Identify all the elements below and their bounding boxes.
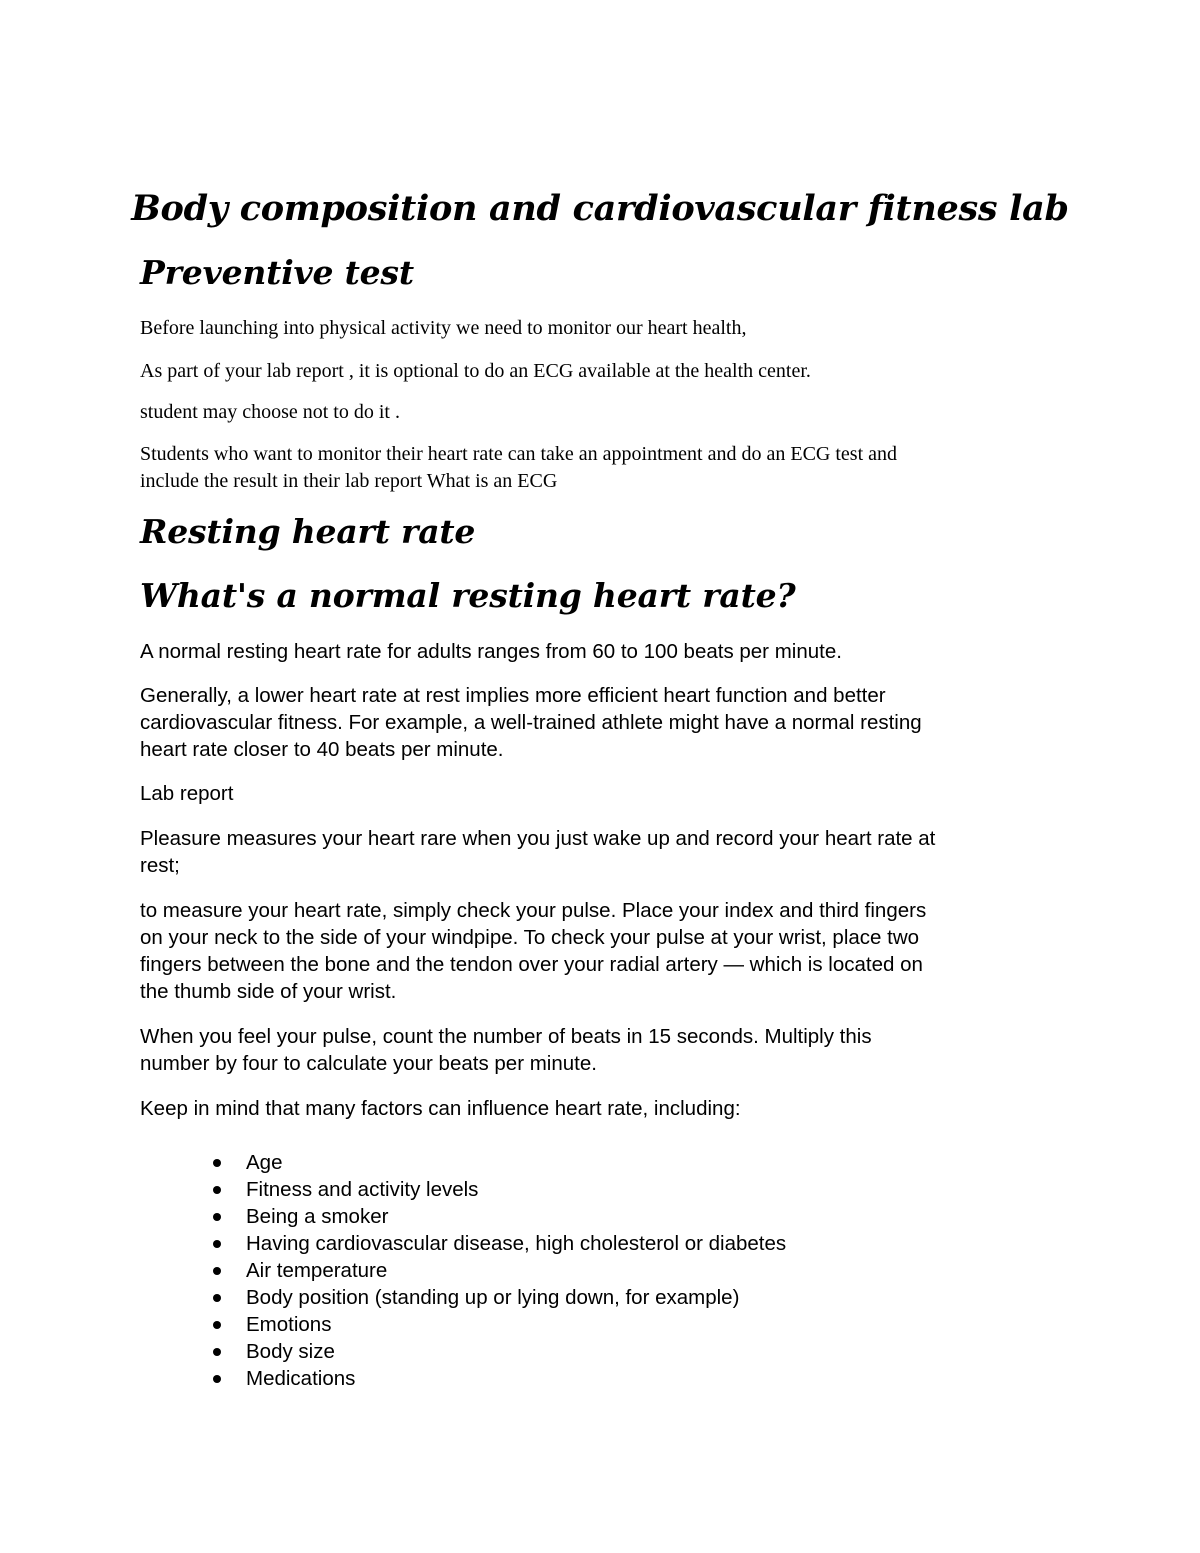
bullet-icon bbox=[213, 1375, 221, 1383]
document-title: Body composition and cardiovascular fitness lab bbox=[131, 188, 1069, 229]
paragraph-pulse-line-4: the thumb side of your wrist. bbox=[140, 980, 397, 1003]
list-item bbox=[140, 1230, 786, 1257]
bullet-icon bbox=[213, 1294, 221, 1302]
paragraph-count-line-2: number by four to calculate your beats per minute. bbox=[140, 1052, 597, 1075]
heading-preventive-test: Preventive test bbox=[140, 253, 414, 292]
bullet-icon bbox=[213, 1321, 221, 1329]
list-item-label: Air temperature bbox=[246, 1259, 388, 1282]
paragraph-student-choice: student may choose not to do it . bbox=[140, 401, 400, 423]
list-item-label: Medications bbox=[246, 1367, 356, 1390]
list-item-label: Fitness and activity levels bbox=[246, 1178, 479, 1201]
paragraph-pulse-line-2: on your neck to the side of your windpipe. To check your pulse at your wrist, place two bbox=[140, 926, 920, 949]
list-item-label: Body position (standing up or lying down, for example) bbox=[246, 1286, 740, 1309]
bullet-icon bbox=[213, 1348, 221, 1356]
list-item bbox=[140, 1257, 786, 1284]
list-item bbox=[140, 1176, 786, 1203]
heading-resting-heart-rate: Resting heart rate bbox=[140, 512, 476, 551]
bullet-icon bbox=[213, 1267, 221, 1275]
paragraph-optional-ecg: As part of your lab report , it is optional to do an ECG available at the health center. bbox=[140, 360, 811, 382]
paragraph-efficiency-line-3: heart rate closer to 40 beats per minute. bbox=[140, 738, 504, 761]
list-item-label: Emotions bbox=[246, 1313, 332, 1336]
bullet-icon bbox=[213, 1213, 221, 1221]
paragraph-normal-range: A normal resting heart rate for adults ranges from 60 to 100 beats per minute. bbox=[140, 640, 842, 663]
paragraph-pulse-line-1: to measure your heart rate, simply check your pulse. Place your index and third fingers bbox=[140, 899, 927, 922]
paragraph-appointment-line-2: include the result in their lab report What is an ECG bbox=[140, 470, 558, 492]
bullet-icon bbox=[213, 1159, 221, 1167]
list-item bbox=[140, 1149, 786, 1176]
list-item-label: Age bbox=[246, 1151, 283, 1174]
paragraph-monitor-heart: Before launching into physical activity we need to monitor our heart health, bbox=[140, 317, 747, 339]
list-item bbox=[140, 1284, 786, 1311]
paragraph-measure-line-1: Pleasure measures your heart rare when you just wake up and record your heart rate at bbox=[140, 827, 936, 850]
paragraph-measure-line-2: rest; bbox=[140, 854, 180, 877]
paragraph-efficiency-line-2: cardiovascular fitness. For example, a well-trained athlete might have a normal resting bbox=[140, 711, 922, 734]
list-item-label: Body size bbox=[246, 1340, 335, 1363]
bullet-icon bbox=[213, 1186, 221, 1194]
list-item bbox=[140, 1365, 786, 1392]
list-item-label: Having cardiovascular disease, high cholesterol or diabetes bbox=[246, 1232, 787, 1255]
factors-list bbox=[140, 1149, 786, 1392]
heading-normal-resting-rate: What's a normal resting heart rate? bbox=[140, 576, 796, 615]
list-item bbox=[140, 1338, 786, 1365]
paragraph-count-line-1: When you feel your pulse, count the number of beats in 15 seconds. Multiply this bbox=[140, 1025, 872, 1048]
paragraph-factors-intro: Keep in mind that many factors can influence heart rate, including: bbox=[140, 1097, 741, 1120]
list-item bbox=[140, 1311, 786, 1338]
list-item bbox=[140, 1203, 786, 1230]
paragraph-appointment-line-1: Students who want to monitor their heart rate can take an appointment and do an ECG test and bbox=[140, 443, 898, 465]
bullet-icon bbox=[213, 1240, 221, 1248]
list-item-label: Being a smoker bbox=[246, 1205, 389, 1228]
paragraph-efficiency-line-1: Generally, a lower heart rate at rest implies more efficient heart function and better bbox=[140, 684, 886, 707]
paragraph-pulse-line-3: fingers between the bone and the tendon over your radial artery — which is located on bbox=[140, 953, 923, 976]
lab-report-label: Lab report bbox=[140, 782, 234, 805]
